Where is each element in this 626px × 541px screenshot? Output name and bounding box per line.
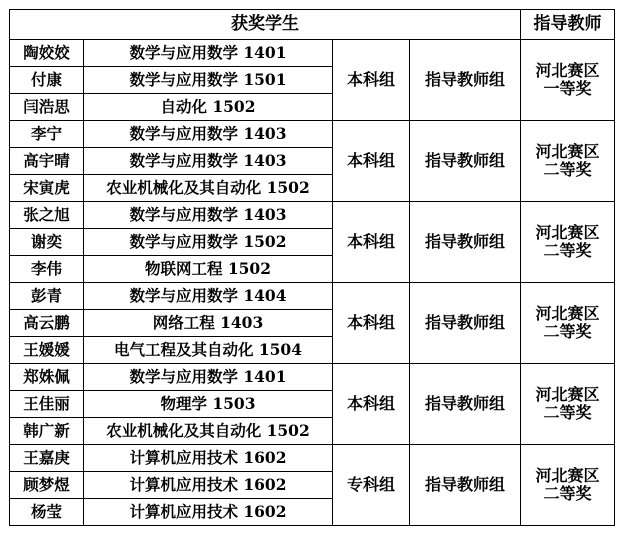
teacher-cell: 指导教师组	[410, 202, 521, 283]
award-level-label: 一等奖	[543, 79, 592, 98]
student-name-cell: 付康	[10, 67, 84, 94]
header-teacher: 指导教师	[521, 10, 615, 40]
student-name-cell: 彭青	[10, 283, 84, 310]
award-region-label: 河北赛区	[535, 223, 600, 243]
student-major-cell: 数学与应用数学 1401	[84, 364, 333, 391]
student-major-cell: 数学与应用数学 1403	[84, 121, 333, 148]
category-cell: 本科组	[333, 202, 410, 283]
student-major-cell: 数学与应用数学 1403	[84, 148, 333, 175]
student-name-cell: 谢奕	[10, 229, 84, 256]
category-cell: 本科组	[333, 40, 410, 121]
student-name-cell: 高宇晴	[10, 148, 84, 175]
teacher-cell: 指导教师组	[410, 364, 521, 445]
header-students: 获奖学生	[10, 10, 521, 40]
teacher-cell: 指导教师组	[410, 121, 521, 202]
category-cell: 本科组	[333, 283, 410, 364]
student-major-cell: 数学与应用数学 1401	[84, 40, 333, 67]
student-major-cell: 计算机应用技术 1602	[84, 472, 333, 499]
table-row	[10, 40, 615, 67]
student-major-cell: 农业机械化及其自动化 1502	[84, 175, 333, 202]
award-cell	[521, 445, 615, 526]
student-name-cell: 高云鹏	[10, 310, 84, 337]
student-major-cell: 数学与应用数学 1404	[84, 283, 333, 310]
table-row	[10, 283, 615, 310]
table-row	[10, 445, 615, 472]
award-cell	[521, 202, 615, 283]
student-name-cell: 王媛媛	[10, 337, 84, 364]
student-major-cell: 电气工程及其自动化 1504	[84, 337, 333, 364]
student-name-cell: 陶姣姣	[10, 40, 84, 67]
student-name-cell: 张之旭	[10, 202, 84, 229]
award-region-label: 河北赛区	[535, 385, 600, 405]
table-row	[10, 364, 615, 391]
student-major-cell: 自动化 1502	[84, 94, 333, 121]
student-major-cell: 数学与应用数学 1403	[84, 202, 333, 229]
category-cell: 本科组	[333, 121, 410, 202]
student-major-cell: 农业机械化及其自动化 1502	[84, 418, 333, 445]
header-row	[10, 10, 615, 40]
award-level-label: 二等奖	[543, 160, 592, 179]
teacher-cell: 指导教师组	[410, 40, 521, 121]
student-name-cell: 闫浩思	[10, 94, 84, 121]
category-cell: 专科组	[333, 445, 410, 526]
student-name-cell: 杨莹	[10, 499, 84, 526]
award-region-label: 河北赛区	[535, 61, 600, 81]
award-level-label: 二等奖	[543, 403, 592, 422]
award-level-label: 二等奖	[543, 241, 592, 260]
award-cell	[521, 283, 615, 364]
teacher-cell: 指导教师组	[410, 445, 521, 526]
student-name-cell: 李伟	[10, 256, 84, 283]
awards-table-container	[9, 9, 615, 526]
student-name-cell: 李宁	[10, 121, 84, 148]
student-major-cell: 物理学 1503	[84, 391, 333, 418]
award-cell	[521, 40, 615, 121]
student-name-cell: 宋寅虎	[10, 175, 84, 202]
student-name-cell: 韩广新	[10, 418, 84, 445]
award-region-label: 河北赛区	[535, 466, 600, 486]
award-region-label: 河北赛区	[535, 142, 600, 162]
student-major-cell: 计算机应用技术 1602	[84, 445, 333, 472]
category-cell: 本科组	[333, 364, 410, 445]
student-name-cell: 王佳丽	[10, 391, 84, 418]
table-body	[10, 40, 615, 526]
teacher-cell: 指导教师组	[410, 283, 521, 364]
student-name-cell: 王嘉庚	[10, 445, 84, 472]
student-major-cell: 物联网工程 1502	[84, 256, 333, 283]
student-major-cell: 计算机应用技术 1602	[84, 499, 333, 526]
student-major-cell: 网络工程 1403	[84, 310, 333, 337]
award-level-label: 二等奖	[543, 322, 592, 341]
table-row	[10, 121, 615, 148]
student-name-cell: 顾梦煜	[10, 472, 84, 499]
award-cell	[521, 121, 615, 202]
award-level-label: 二等奖	[543, 484, 592, 503]
student-major-cell: 数学与应用数学 1502	[84, 229, 333, 256]
student-name-cell: 郑姝佩	[10, 364, 84, 391]
award-region-label: 河北赛区	[535, 304, 600, 324]
award-cell	[521, 364, 615, 445]
table-row	[10, 202, 615, 229]
awards-table	[9, 9, 615, 526]
student-major-cell: 数学与应用数学 1501	[84, 67, 333, 94]
